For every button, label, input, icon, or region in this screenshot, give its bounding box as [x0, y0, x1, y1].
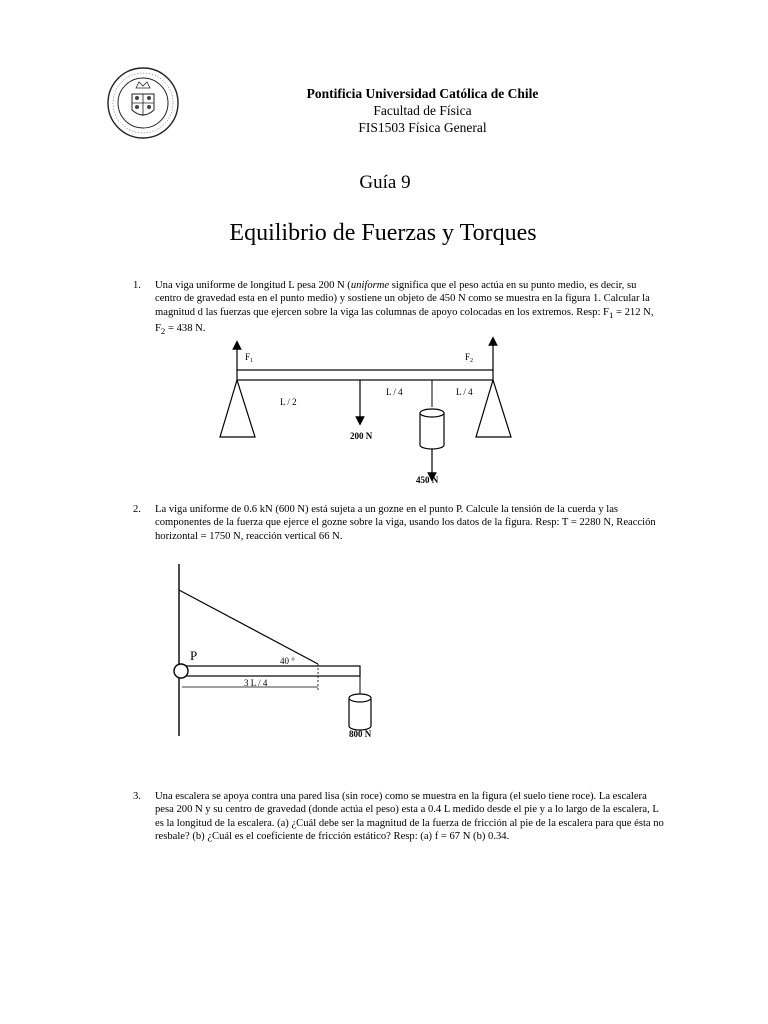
f1-label: $F_1$ — [245, 352, 254, 364]
page-title: Equilibrio de Fuerzas y Torques — [229, 220, 537, 246]
hanging-weight-cylinder — [420, 409, 444, 449]
problem-text: Una escalera se apoya contra una pared lisa (sin roce) como se muestra en la figura (el suelo tiene roce). La escalera pesa 200 N y su centro de gravedad (donde actúa el peso) esta a 0.4 L medido desde el pie y a lo largo de la escalera, L es la longitud de la escalera. (a) ¿Cuál debe ser la magnitud de la fuerza de fricción al pie de la escalera para que ésta no resbale? (b) ¿Cuál es el coeficiente de fricción estático? Resp: (a) f = 67 N (b) 0.34. — [155, 791, 664, 843]
problem-number: 1. — [133, 280, 141, 291]
problem-number: 3. — [133, 791, 141, 802]
point-p-label: P — [190, 648, 198, 663]
problem-number: 2. — [133, 504, 141, 515]
beam-weight-label: 200 N — [350, 431, 373, 441]
quarter-length-label-b: L / 4 — [456, 387, 473, 397]
right-support — [476, 380, 511, 437]
rope — [179, 590, 318, 664]
f2-label: $F_2$ — [465, 352, 474, 364]
faculty-name: Facultad de Física — [373, 103, 472, 118]
guide-title: Guía 9 — [359, 172, 411, 193]
angle-label: 40 ° — [280, 656, 295, 666]
beam — [237, 370, 493, 380]
load-weight-label: 450 N — [416, 475, 439, 485]
course-name: FIS1503 Física General — [358, 120, 487, 135]
half-length-label: L / 2 — [280, 397, 297, 407]
weight-label: 800 N — [349, 729, 372, 739]
problem-text: La viga uniforme de 0.6 kN (600 N) está sujeta a un gozne en el punto P. Calcule la tensión de la cuerda y las componentes de la fuerza que ejerce el gozne sobre la viga, usando los datos de la figura. Resp: T = 2280 N, Reacción horizontal = 1750 N, reacción vertical 66 N. — [155, 504, 656, 542]
length-label: 3 L / 4 — [244, 678, 268, 688]
problem-text: Una viga uniforme de longitud L pesa 200 N (uniforme significa que el peso actúa en su punto medio, es decir, su centro de gravedad esta en el punto medio) y sostiene un objeto de 450 N como se muestra en la figura 1. Calcular la magnitud d las fuerzas que ejercen sobre la viga las columnas de apoyo colocadas en los extremos. Resp: $F_1 = 212$ N, $F_2 = 438$ N. — [155, 280, 654, 337]
figure-1-beam-diagram — [200, 335, 540, 495]
hinged-beam — [182, 666, 360, 676]
university-seal-icon — [106, 66, 180, 140]
quarter-length-label-a: L / 4 — [386, 387, 403, 397]
weight-cylinder — [349, 694, 371, 730]
university-name: Pontificia Universidad Católica de Chile — [306, 86, 539, 101]
hinge-p — [174, 664, 188, 678]
left-support — [220, 380, 255, 437]
figure-2-hinged-beam-diagram — [160, 560, 400, 740]
